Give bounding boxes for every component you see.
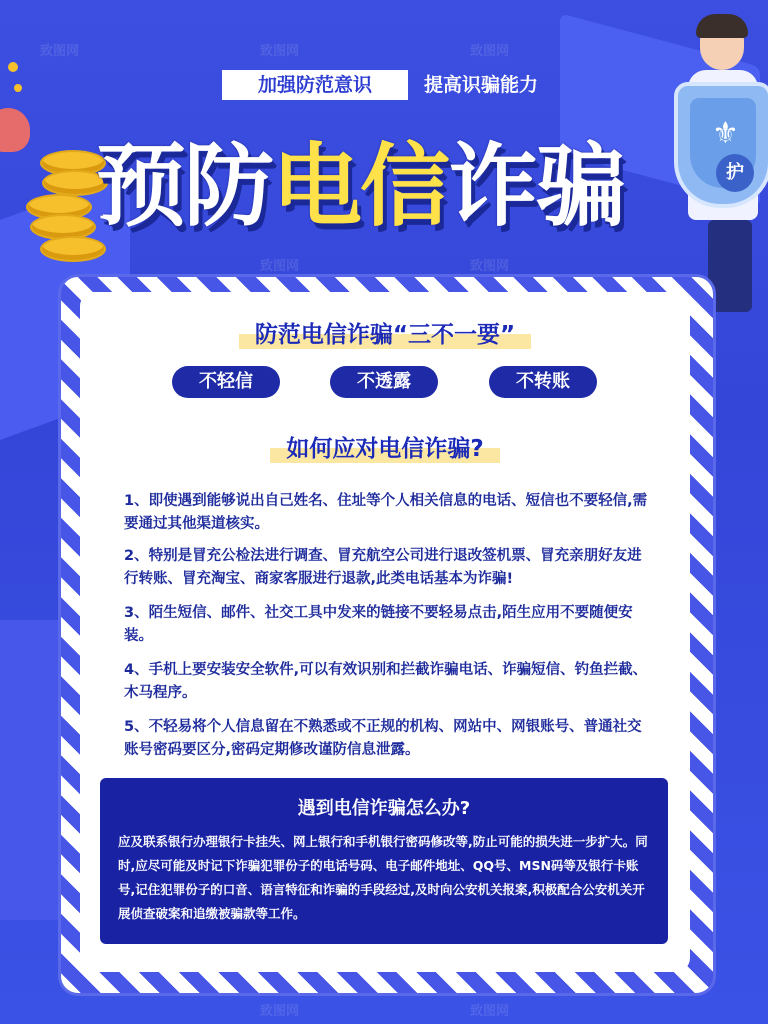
shield-icon [674,82,768,208]
box-title: 遇到电信诈骗怎么办? [297,798,471,819]
title-part-2: 电信 [272,134,448,239]
list-item: 4、手机上要安装安全软件,可以有效识别和拦截诈骗电话、诈骗短信、钓鱼拦截、木马程序。 [124,662,648,701]
list-item: 3、陌生短信、邮件、社交工具中发来的链接不要轻易点击,陌生应用不要随便安装。 [124,605,633,644]
watermark: 致图网 [260,259,300,274]
money-bag-icon [0,108,30,152]
page-title [96,118,676,238]
watermark: 致图网 [470,259,510,274]
what-to-do-box [100,778,668,944]
pill-dont-believe: 不轻信 [172,366,280,398]
person-hair [696,14,748,38]
watermark: 致图网 [470,1004,510,1019]
list-item: 1、即使遇到能够说出自己姓名、住址等个人相关信息的电话、短信也不要轻信,需要通过其他渠道核实。 [124,493,648,532]
sparkle-icon [14,84,22,92]
watermark: 致图网 [260,1004,300,1019]
title-part-3: 诈骗 [448,134,624,239]
sparkle-icon [8,62,18,72]
tag-ability: 提高识骗能力 [423,74,538,96]
shield-label: 护 [716,154,754,192]
box-text: 应及联系银行办理银行卡挂失、网上银行和手机银行密码修改等,防止可能的损失进一步扩大。同时,应尽可能及时记下诈骗犯罪份子的电话号码、电子邮件地址、QQ号、MSN码等及银行卡账号,记住犯罪份子的口音、语言特征和诈骗的手段经过,及时向公安机关报案,积极配合公安机关开展侦查破案和追缴被骗款等工作。 [118,834,648,921]
section-title-text: 防范电信诈骗“三不一要” [239,316,531,349]
fleur-icon: ⚜ [712,116,739,151]
section-title-how-to-respond [80,430,690,463]
pill-dont-transfer: 不转账 [489,366,597,398]
pill-dont-disclose: 不透露 [330,366,438,398]
watermark: 致图网 [260,44,300,59]
section-title-three-nos [80,316,690,349]
watermark: 致图网 [40,44,80,59]
watermark: 致图网 [470,44,510,59]
section-title-text: 如何应对电信诈骗? [270,430,499,463]
title-part-1: 预防 [96,134,272,239]
list-item: 5、不轻易将个人信息留在不熟悉或不正规的机构、网站中、网银账号、普通社交账号密码要区分,密码定期修改谨防信息泄露。 [124,719,642,758]
list-item: 2、特别是冒充公检法进行调查、冒充航空公司进行退改签机票、冒充亲朋好友进行转账、冒充淘宝、商家客服进行退款,此类电话基本为诈骗! [124,548,642,587]
tag-awareness: 加强防范意识 [222,70,408,100]
shield-inner [690,98,756,188]
